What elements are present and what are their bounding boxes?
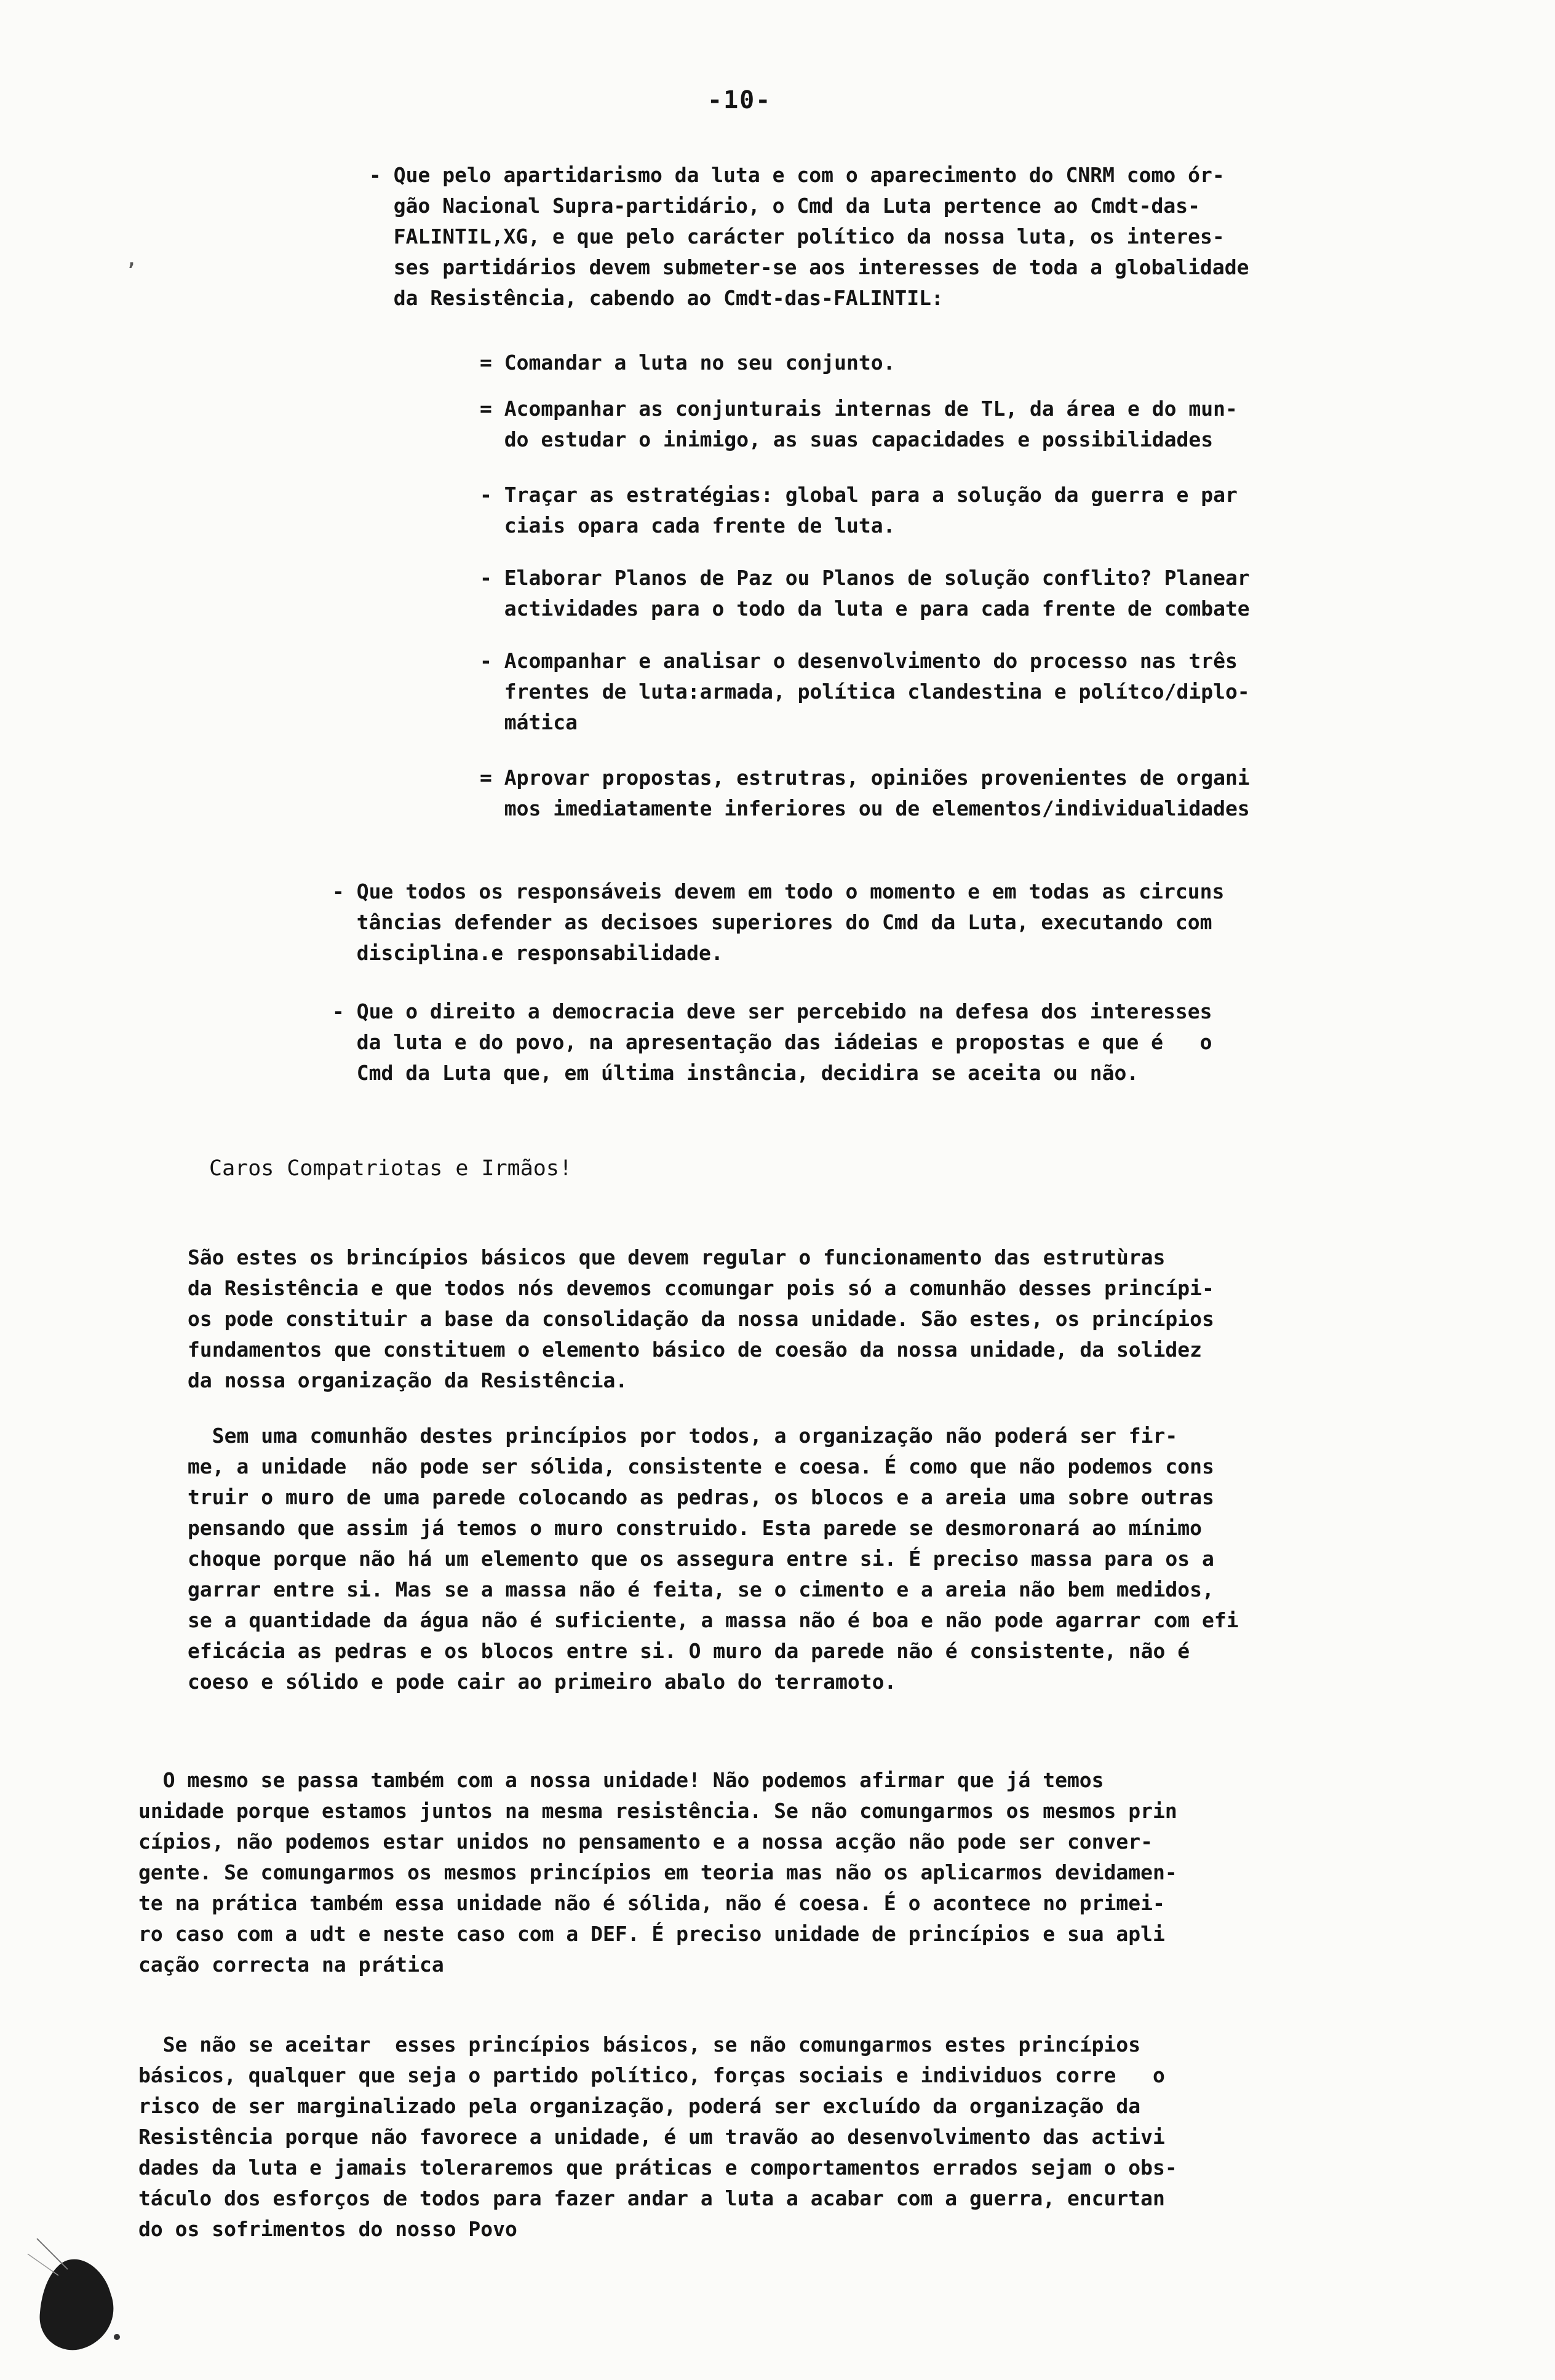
sub-item-aprovar — [480, 763, 1250, 824]
margin-mark: , — [126, 249, 138, 271]
text-line: São estes os brincípios básicos que devem regular o funcionamento das estrutùras — [188, 1245, 1166, 1269]
text-line: me, a unidade não pode ser sólida, consistente e coesa. É como que não podemos cons — [188, 1454, 1214, 1478]
text-line: FALINTIL,XG, e que pelo carácter político da nossa luta, os interes- — [393, 224, 1225, 248]
text-line: eficácia as pedras e os blocos entre si. O muro da parede não é consistente, não é — [188, 1639, 1190, 1663]
text-line: O mesmo se passa também com a nossa unidade! Não podemos afirmar que já temos — [138, 1768, 1104, 1792]
text-line: do estudar o inimigo, as suas capacidades e possibilidades — [504, 427, 1214, 451]
bullet-apartidarismo — [369, 160, 1249, 314]
text-line: da nossa organização da Resistência. — [188, 1368, 628, 1392]
text-line: pensando que assim já temos o muro construido. Esta parede se desmoronará ao mínimo — [188, 1516, 1203, 1540]
text-line: os pode constituir a base da consolidação da nossa unidade. São estes, os princípios — [188, 1307, 1214, 1331]
bullet-marker: - — [369, 163, 381, 187]
text-line: cípios, não podemos estar unidos no pensamento e a nossa acção não pode ser conver- — [138, 1830, 1153, 1854]
sub-item-elaborar — [480, 563, 1250, 624]
text-line: Traçar as estratégias: global para a solução da guerra e par — [504, 483, 1238, 507]
paragraph-aceitar — [138, 2029, 1177, 2245]
paragraph-unidade — [138, 1765, 1177, 1980]
text-line: da Resistência e que todos nós devemos ccomungar pois só a comunhão desses princípi- — [188, 1276, 1214, 1300]
text-line: garrar entre si. Mas se a massa não é feita, se o cimento e a areia não bem medidos, — [188, 1577, 1214, 1601]
greeting: Caros Compatriotas e Irmãos! — [209, 1156, 573, 1181]
text-line: Aprovar propostas, estrutras, opiniões provenientes de organi — [504, 766, 1250, 790]
text-line: Elaborar Planos de Paz ou Planos de solução conflito? Planear — [504, 566, 1250, 590]
sub-item-acompanhar-processo — [480, 646, 1250, 738]
text-line: mos imediatamente inferiores ou de elementos/individualidades — [504, 796, 1250, 820]
bullet-marker: - — [332, 999, 344, 1023]
page-number: -10- — [707, 86, 772, 114]
text-line: Comandar a luta no seu conjunto. — [504, 351, 896, 375]
text-line: frentes de luta:armada, política clandestina e polítco/diplo- — [504, 680, 1250, 704]
text-line: Resistência porque não favorece a unidade, é um travão ao desenvolvimento das activi — [138, 2125, 1165, 2149]
text-line: Sem uma comunhão destes princípios por todos, a organização não poderá ser fir- — [188, 1424, 1178, 1448]
sub-marker: - — [480, 483, 492, 507]
text-line: gente. Se comungarmos os mesmos princípios em teoria mas não os aplicarmos devidamen- — [138, 1860, 1177, 1884]
text-line: fundamentos que constituem o elemento básico de coesão da nossa unidade, da solidez — [188, 1338, 1203, 1362]
text-line: te na prática também essa unidade não é sólida, não é coesa. É o acontece no primei- — [138, 1891, 1165, 1915]
sub-item-tracar — [480, 480, 1238, 541]
text-line: risco de ser marginalizado pela organização, poderá ser excluído da organização da — [138, 2094, 1141, 2118]
bullet-responsaveis — [332, 876, 1224, 969]
text-line: Acompanhar e analisar o desenvolvimento do processo nas três — [504, 649, 1238, 673]
text-line: ro caso com a udt e neste caso com a DEF. É preciso unidade de princípios e sua apli — [138, 1922, 1165, 1946]
text-line: actividades para o todo da luta e para cada frente de combate — [504, 597, 1250, 621]
text-line: unidade porque estamos juntos na mesma resistência. Se não comungarmos os mesmos prin — [138, 1799, 1177, 1823]
text-line: do os sofrimentos do nosso Povo — [138, 2217, 517, 2241]
text-line: básicos, qualquer que seja o partido político, forças sociais e individuos corre o — [138, 2063, 1165, 2087]
text-line: Que o direito a democracia deve ser percebido na defesa dos interesses — [356, 999, 1212, 1023]
text-line: choque porque não há um elemento que os assegura entre si. É preciso massa para os a — [188, 1547, 1214, 1571]
text-line: tâncias defender as decisoes superiores do Cmd da Luta, executando com — [356, 910, 1212, 934]
text-line: truir o muro de uma parede colocando as pedras, os blocos e a areia uma sobre outras — [188, 1485, 1214, 1509]
text-line: ses partidários devem submeter-se aos interesses de toda a globalidade — [393, 255, 1249, 279]
bullet-marker: - — [332, 879, 344, 903]
text-line: da luta e do povo, na apresentação das iádeias e propostas e que é o — [356, 1030, 1212, 1054]
text-line: Que todos os responsáveis devem em todo o momento e em todas as circuns — [356, 879, 1225, 903]
text-line: coeso e sólido e pode cair ao primeiro abalo do terramoto. — [188, 1670, 897, 1694]
sub-marker: = — [480, 351, 492, 375]
paragraph-comunhao — [188, 1421, 1239, 1697]
text-line: ciais opara cada frente de luta. — [504, 514, 896, 537]
text-line: dades da luta e jamais toleraremos que práticas e comportamentos errados sejam o obs- — [138, 2156, 1177, 2180]
sub-item-acompanhar-conjunturais — [480, 394, 1238, 455]
text-line: se a quantidade da água não é suficiente, a massa não é boa e não pode agarrar com efi — [188, 1608, 1239, 1632]
text-line: táculo dos esforços de todos para fazer andar a luta a acabar com a guerra, encurtan — [138, 2186, 1165, 2210]
text-line: disciplina.e responsabilidade. — [356, 941, 723, 965]
text-line: cação correcta na prática — [138, 1953, 444, 1977]
text-line: Acompanhar as conjunturais internas de TL, da área e do mun- — [504, 397, 1238, 421]
text-line: Se não se aceitar esses princípios básicos, se não comungarmos estes princípios — [138, 2033, 1141, 2057]
text-line: da Resistência, cabendo ao Cmdt-das-FALINTIL: — [393, 286, 944, 310]
text-line: Que pelo apartidarismo da luta e com o aparecimento do CNRM como ór- — [393, 163, 1225, 187]
sub-marker: = — [480, 397, 492, 421]
text-line: gão Nacional Supra-partidário, o Cmd da Luta pertence ao Cmdt-das- — [393, 194, 1201, 218]
sub-marker: - — [480, 649, 492, 673]
sub-marker: - — [480, 566, 492, 590]
paragraph-principios — [188, 1242, 1214, 1396]
text-line: Cmd da Luta que, em última instância, decidira se aceita ou não. — [356, 1061, 1139, 1085]
ink-stain — [25, 2226, 160, 2362]
text-line: mática — [504, 710, 578, 734]
bullet-democracia — [332, 996, 1212, 1089]
sub-item-comandar — [480, 347, 896, 378]
sub-marker: = — [480, 766, 492, 790]
